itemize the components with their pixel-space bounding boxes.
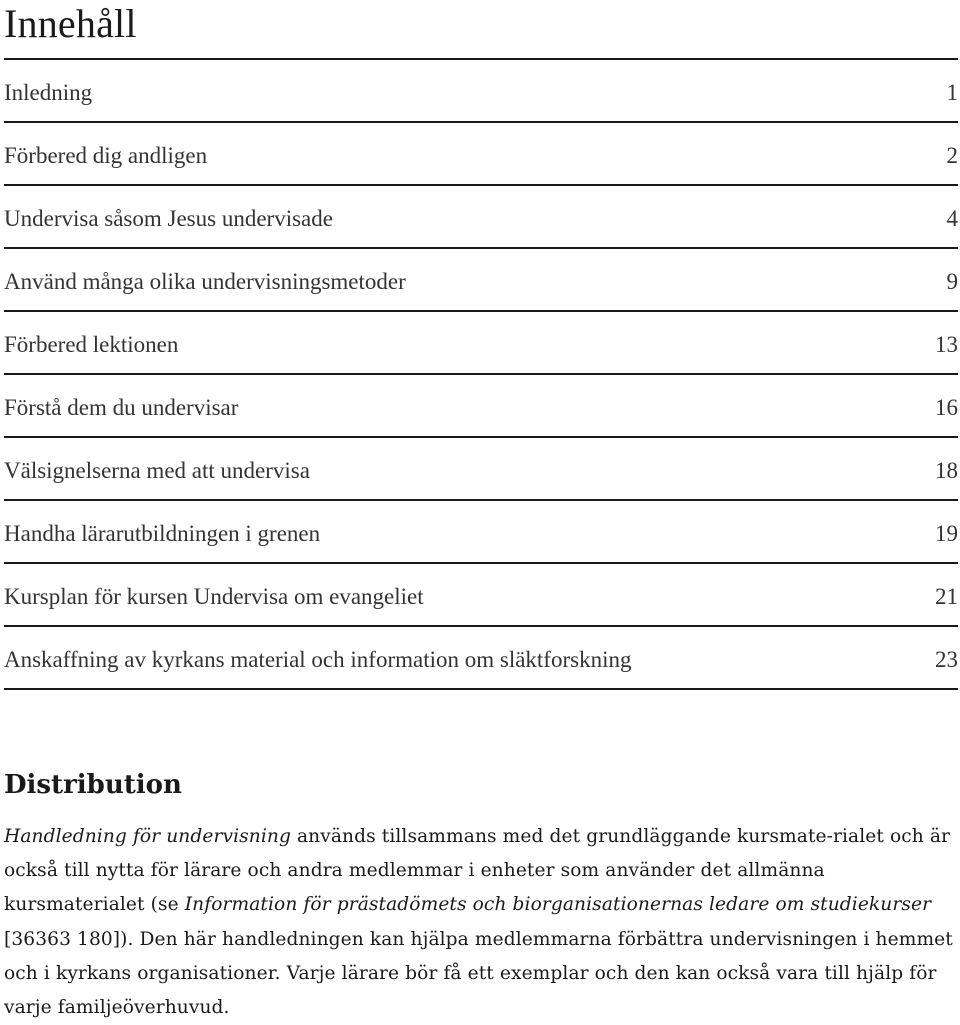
toc-entry[interactable]: [4, 186, 958, 249]
distribution-paragraph: [4, 820, 958, 1025]
toc-entry-label: Anskaffning av kyrkans material och information om släktforskning: [4, 646, 632, 672]
toc-entry[interactable]: [4, 123, 958, 186]
toc-entry[interactable]: [4, 249, 958, 312]
toc-entry-page: 2: [946, 142, 958, 168]
toc-entry-label: Kursplan för kursen Undervisa om evangeliet: [4, 583, 424, 609]
distribution-heading: Distribution: [4, 770, 182, 800]
toc-entry-page: 1: [946, 79, 958, 105]
toc-entry-page: 16: [935, 394, 958, 420]
toc-entry-page: 13: [935, 331, 958, 357]
publication-title: Handledning för undervisning: [4, 826, 291, 847]
toc-entry[interactable]: [4, 60, 958, 123]
toc-entry-label: Välsignelserna med att undervisa: [4, 457, 310, 483]
toc-entry-page: 9: [946, 268, 958, 294]
toc-entry-label: Undervisa såsom Jesus undervisade: [4, 205, 333, 231]
toc-entry[interactable]: [4, 312, 958, 375]
toc-entry[interactable]: [4, 375, 958, 438]
toc-list: [4, 60, 958, 690]
toc-entry-label: Använd många olika undervisningsmetoder: [4, 268, 406, 294]
toc-entry-page: 18: [935, 457, 958, 483]
toc-entry-page: 23: [935, 646, 958, 672]
toc-entry[interactable]: [4, 438, 958, 501]
toc-entry[interactable]: [4, 627, 958, 690]
document-page: [4, 0, 958, 1019]
publication-title: Information för prästadömets och biorganisationernas ledare om studiekurser: [184, 894, 932, 916]
toc-entry[interactable]: [4, 501, 958, 564]
toc-entry-label: Förbered lektionen: [4, 331, 179, 357]
body-text: används tillsammans med det grundläggande kursmate-rialet och är också till nytta för lärare och andra medlemmar i enheter som använder det allmänna kursmaterialet (se: [4, 826, 951, 916]
body-text: [36363 180]). Den här handledningen kan hjälpa medlemmarna förbättra undervisningen i hemmet och i kyrkans organisationer. Varje lärare bör få ett exemplar och den kan också vara till hjälp för varje familjeöverhuvud.: [4, 928, 953, 1019]
toc-entry-page: 4: [946, 205, 958, 231]
toc-title: Innehåll: [4, 0, 958, 60]
toc-entry-label: Handha lärarutbildningen i grenen: [4, 520, 321, 546]
toc-entry-label: Inledning: [4, 79, 93, 105]
toc-entry[interactable]: [4, 564, 958, 627]
toc-entry-label: Förbered dig andligen: [4, 142, 208, 168]
toc-entry-label: Förstå dem du undervisar: [4, 394, 239, 420]
toc-entry-page: 21: [935, 583, 958, 609]
toc-entry-page: 19: [935, 520, 958, 546]
